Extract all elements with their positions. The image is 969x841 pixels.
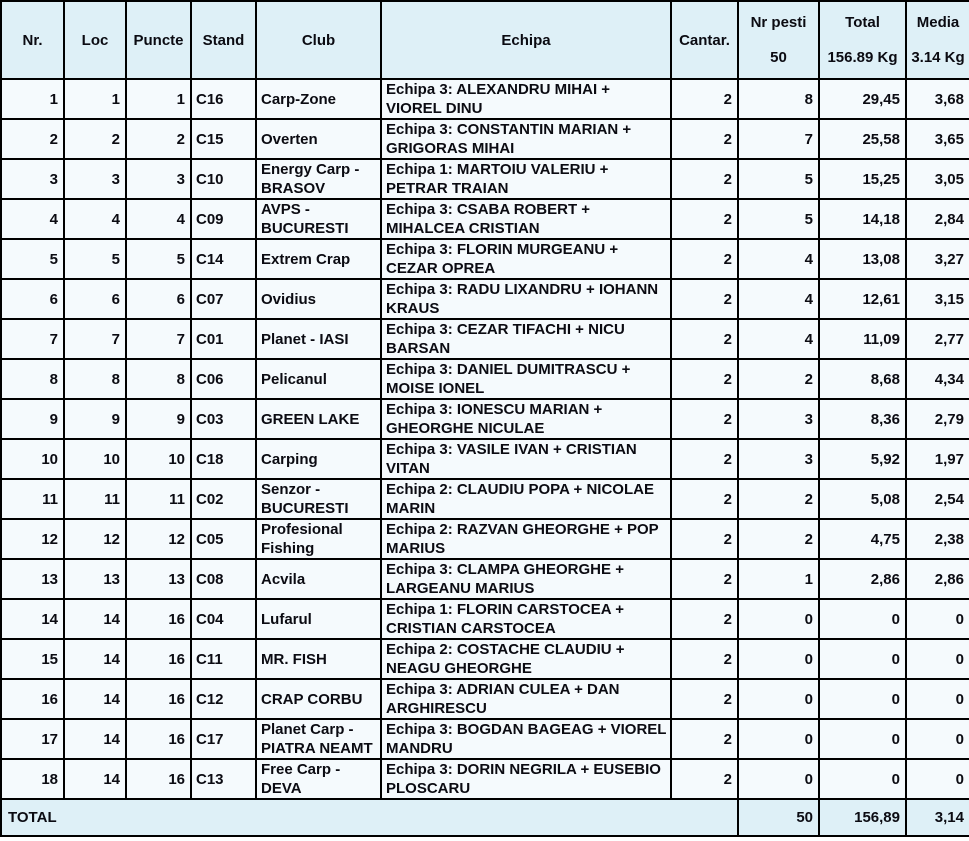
cell-loc: 9 bbox=[64, 399, 126, 439]
cell-stand: C04 bbox=[191, 599, 256, 639]
col-header-total-label: Total bbox=[845, 14, 880, 31]
cell-cantar: 2 bbox=[671, 79, 738, 119]
cell-stand: C14 bbox=[191, 239, 256, 279]
results-body bbox=[1, 79, 969, 799]
cell-puncte: 9 bbox=[126, 399, 191, 439]
cell-puncte: 16 bbox=[126, 719, 191, 759]
cell-cantar: 2 bbox=[671, 759, 738, 799]
cell-total: 5,08 bbox=[819, 479, 906, 519]
col-header-nr: Nr. bbox=[1, 1, 64, 79]
table-row bbox=[1, 599, 969, 639]
cell-nr: 12 bbox=[1, 519, 64, 559]
cell-echipa: Echipa 3: IONESCU MARIAN + GHEORGHE NICULAE bbox=[381, 399, 671, 439]
cell-nr_pesti: 7 bbox=[738, 119, 819, 159]
cell-puncte: 3 bbox=[126, 159, 191, 199]
cell-total: 0 bbox=[819, 759, 906, 799]
cell-puncte: 12 bbox=[126, 519, 191, 559]
cell-nr: 18 bbox=[1, 759, 64, 799]
cell-stand: C18 bbox=[191, 439, 256, 479]
cell-stand: C17 bbox=[191, 719, 256, 759]
cell-cantar: 2 bbox=[671, 479, 738, 519]
cell-stand: C08 bbox=[191, 559, 256, 599]
cell-echipa: Echipa 1: FLORIN CARSTOCEA + CRISTIAN CARSTOCEA bbox=[381, 599, 671, 639]
cell-club: Energy Carp - BRASOV bbox=[256, 159, 381, 199]
cell-total: 8,68 bbox=[819, 359, 906, 399]
cell-echipa: Echipa 3: CONSTANTIN MARIAN + GRIGORAS MIHAI bbox=[381, 119, 671, 159]
cell-echipa: Echipa 3: CEZAR TIFACHI + NICU BARSAN bbox=[381, 319, 671, 359]
cell-puncte: 16 bbox=[126, 599, 191, 639]
cell-stand: C12 bbox=[191, 679, 256, 719]
cell-nr: 13 bbox=[1, 559, 64, 599]
cell-club: AVPS - BUCURESTI bbox=[256, 199, 381, 239]
cell-club: Overten bbox=[256, 119, 381, 159]
cell-club: Senzor - BUCURESTI bbox=[256, 479, 381, 519]
cell-nr_pesti: 0 bbox=[738, 719, 819, 759]
col-header-media-label: Media bbox=[916, 14, 960, 31]
col-header-stand: Stand bbox=[191, 1, 256, 79]
cell-media: 2,77 bbox=[906, 319, 969, 359]
cell-total: 2,86 bbox=[819, 559, 906, 599]
table-row bbox=[1, 239, 969, 279]
col-header-media-kg: 3.14 Kg bbox=[911, 49, 965, 66]
cell-nr: 16 bbox=[1, 679, 64, 719]
cell-cantar: 2 bbox=[671, 159, 738, 199]
col-header-nr-pesti bbox=[738, 1, 819, 79]
cell-echipa: Echipa 3: DORIN NEGRILA + EUSEBIO PLOSCARU bbox=[381, 759, 671, 799]
cell-puncte: 16 bbox=[126, 679, 191, 719]
cell-media: 0 bbox=[906, 599, 969, 639]
table-row bbox=[1, 519, 969, 559]
cell-media: 3,15 bbox=[906, 279, 969, 319]
cell-total: 15,25 bbox=[819, 159, 906, 199]
cell-cantar: 2 bbox=[671, 679, 738, 719]
total-kg: 156,89 bbox=[819, 799, 906, 836]
cell-puncte: 4 bbox=[126, 199, 191, 239]
cell-club: Ovidius bbox=[256, 279, 381, 319]
cell-club: Pelicanul bbox=[256, 359, 381, 399]
table-row bbox=[1, 719, 969, 759]
table-row bbox=[1, 399, 969, 439]
table-row bbox=[1, 159, 969, 199]
cell-puncte: 7 bbox=[126, 319, 191, 359]
col-header-puncte: Puncte bbox=[126, 1, 191, 79]
total-nr-pesti: 50 bbox=[738, 799, 819, 836]
cell-nr: 2 bbox=[1, 119, 64, 159]
cell-nr_pesti: 2 bbox=[738, 359, 819, 399]
cell-nr_pesti: 5 bbox=[738, 199, 819, 239]
cell-stand: C16 bbox=[191, 79, 256, 119]
cell-stand: C01 bbox=[191, 319, 256, 359]
cell-nr: 6 bbox=[1, 279, 64, 319]
cell-puncte: 16 bbox=[126, 759, 191, 799]
cell-nr_pesti: 4 bbox=[738, 279, 819, 319]
cell-cantar: 2 bbox=[671, 239, 738, 279]
cell-loc: 13 bbox=[64, 559, 126, 599]
cell-nr: 9 bbox=[1, 399, 64, 439]
cell-media: 0 bbox=[906, 639, 969, 679]
cell-loc: 14 bbox=[64, 679, 126, 719]
cell-puncte: 16 bbox=[126, 639, 191, 679]
cell-nr_pesti: 3 bbox=[738, 439, 819, 479]
cell-loc: 6 bbox=[64, 279, 126, 319]
cell-club: Planet Carp - PIATRA NEAMT bbox=[256, 719, 381, 759]
cell-media: 2,86 bbox=[906, 559, 969, 599]
cell-echipa: Echipa 3: CLAMPA GHEORGHE + LARGEANU MARIUS bbox=[381, 559, 671, 599]
col-header-nr-pesti-total: 50 bbox=[770, 49, 787, 66]
cell-echipa: Echipa 2: RAZVAN GHEORGHE + POP MARIUS bbox=[381, 519, 671, 559]
cell-stand: C05 bbox=[191, 519, 256, 559]
cell-total: 5,92 bbox=[819, 439, 906, 479]
cell-cantar: 2 bbox=[671, 319, 738, 359]
cell-media: 0 bbox=[906, 679, 969, 719]
cell-media: 3,27 bbox=[906, 239, 969, 279]
cell-media: 1,97 bbox=[906, 439, 969, 479]
cell-stand: C02 bbox=[191, 479, 256, 519]
cell-media: 2,84 bbox=[906, 199, 969, 239]
cell-nr: 15 bbox=[1, 639, 64, 679]
cell-stand: C07 bbox=[191, 279, 256, 319]
cell-loc: 8 bbox=[64, 359, 126, 399]
cell-nr_pesti: 0 bbox=[738, 639, 819, 679]
cell-echipa: Echipa 1: MARTOIU VALERIU + PETRAR TRAIAN bbox=[381, 159, 671, 199]
cell-nr_pesti: 8 bbox=[738, 79, 819, 119]
cell-total: 11,09 bbox=[819, 319, 906, 359]
cell-loc: 11 bbox=[64, 479, 126, 519]
cell-loc: 12 bbox=[64, 519, 126, 559]
table-row bbox=[1, 679, 969, 719]
cell-puncte: 2 bbox=[126, 119, 191, 159]
cell-media: 2,54 bbox=[906, 479, 969, 519]
cell-total: 0 bbox=[819, 719, 906, 759]
cell-cantar: 2 bbox=[671, 719, 738, 759]
cell-nr: 10 bbox=[1, 439, 64, 479]
cell-loc: 7 bbox=[64, 319, 126, 359]
cell-echipa: Echipa 3: ALEXANDRU MIHAI + VIOREL DINU bbox=[381, 79, 671, 119]
col-header-total-kg: 156.89 Kg bbox=[827, 49, 898, 66]
cell-loc: 3 bbox=[64, 159, 126, 199]
cell-stand: C03 bbox=[191, 399, 256, 439]
cell-club: MR. FISH bbox=[256, 639, 381, 679]
table-row bbox=[1, 279, 969, 319]
cell-echipa: Echipa 3: FLORIN MURGEANU + CEZAR OPREA bbox=[381, 239, 671, 279]
table-row bbox=[1, 439, 969, 479]
cell-media: 2,79 bbox=[906, 399, 969, 439]
table-row bbox=[1, 639, 969, 679]
cell-nr: 14 bbox=[1, 599, 64, 639]
cell-loc: 14 bbox=[64, 759, 126, 799]
cell-nr: 1 bbox=[1, 79, 64, 119]
cell-nr: 11 bbox=[1, 479, 64, 519]
cell-total: 0 bbox=[819, 599, 906, 639]
col-header-echipa: Echipa bbox=[381, 1, 671, 79]
table-row bbox=[1, 559, 969, 599]
cell-nr: 3 bbox=[1, 159, 64, 199]
cell-cantar: 2 bbox=[671, 279, 738, 319]
table-row bbox=[1, 479, 969, 519]
cell-echipa: Echipa 3: DANIEL DUMITRASCU + MOISE IONEL bbox=[381, 359, 671, 399]
cell-media: 3,68 bbox=[906, 79, 969, 119]
cell-echipa: Echipa 3: ADRIAN CULEA + DAN ARGHIRESCU bbox=[381, 679, 671, 719]
cell-puncte: 5 bbox=[126, 239, 191, 279]
cell-stand: C11 bbox=[191, 639, 256, 679]
cell-total: 0 bbox=[819, 639, 906, 679]
col-header-cantar: Cantar. bbox=[671, 1, 738, 79]
cell-stand: C13 bbox=[191, 759, 256, 799]
cell-nr: 7 bbox=[1, 319, 64, 359]
cell-stand: C06 bbox=[191, 359, 256, 399]
cell-nr_pesti: 5 bbox=[738, 159, 819, 199]
table-row bbox=[1, 79, 969, 119]
table-row bbox=[1, 359, 969, 399]
cell-media: 3,05 bbox=[906, 159, 969, 199]
cell-puncte: 10 bbox=[126, 439, 191, 479]
cell-club: Profesional Fishing bbox=[256, 519, 381, 559]
cell-stand: C10 bbox=[191, 159, 256, 199]
cell-loc: 5 bbox=[64, 239, 126, 279]
cell-media: 4,34 bbox=[906, 359, 969, 399]
cell-puncte: 8 bbox=[126, 359, 191, 399]
cell-total: 4,75 bbox=[819, 519, 906, 559]
cell-loc: 1 bbox=[64, 79, 126, 119]
cell-echipa: Echipa 2: CLAUDIU POPA + NICOLAE MARIN bbox=[381, 479, 671, 519]
total-label: TOTAL bbox=[1, 799, 738, 836]
total-media: 3,14 bbox=[906, 799, 969, 836]
cell-nr_pesti: 0 bbox=[738, 759, 819, 799]
cell-loc: 14 bbox=[64, 639, 126, 679]
cell-echipa: Echipa 3: VASILE IVAN + CRISTIAN VITAN bbox=[381, 439, 671, 479]
col-header-loc: Loc bbox=[64, 1, 126, 79]
table-footer bbox=[1, 799, 969, 836]
cell-cantar: 2 bbox=[671, 359, 738, 399]
cell-loc: 10 bbox=[64, 439, 126, 479]
cell-nr_pesti: 1 bbox=[738, 559, 819, 599]
cell-cantar: 2 bbox=[671, 559, 738, 599]
cell-puncte: 11 bbox=[126, 479, 191, 519]
cell-nr: 4 bbox=[1, 199, 64, 239]
cell-echipa: Echipa 3: BOGDAN BAGEAG + VIOREL MANDRU bbox=[381, 719, 671, 759]
cell-loc: 4 bbox=[64, 199, 126, 239]
col-header-club: Club bbox=[256, 1, 381, 79]
cell-total: 25,58 bbox=[819, 119, 906, 159]
table-row bbox=[1, 199, 969, 239]
cell-total: 29,45 bbox=[819, 79, 906, 119]
cell-cantar: 2 bbox=[671, 599, 738, 639]
cell-nr_pesti: 2 bbox=[738, 479, 819, 519]
cell-puncte: 13 bbox=[126, 559, 191, 599]
cell-nr: 17 bbox=[1, 719, 64, 759]
cell-cantar: 2 bbox=[671, 199, 738, 239]
cell-loc: 2 bbox=[64, 119, 126, 159]
cell-echipa: Echipa 3: CSABA ROBERT + MIHALCEA CRISTIAN bbox=[381, 199, 671, 239]
cell-puncte: 1 bbox=[126, 79, 191, 119]
cell-loc: 14 bbox=[64, 719, 126, 759]
cell-cantar: 2 bbox=[671, 119, 738, 159]
cell-club: GREEN LAKE bbox=[256, 399, 381, 439]
cell-nr_pesti: 3 bbox=[738, 399, 819, 439]
cell-nr_pesti: 0 bbox=[738, 679, 819, 719]
table-row bbox=[1, 759, 969, 799]
cell-club: Free Carp - DEVA bbox=[256, 759, 381, 799]
cell-club: Lufarul bbox=[256, 599, 381, 639]
col-header-total bbox=[819, 1, 906, 79]
cell-stand: C09 bbox=[191, 199, 256, 239]
table-row bbox=[1, 319, 969, 359]
cell-echipa: Echipa 3: RADU LIXANDRU + IOHANN KRAUS bbox=[381, 279, 671, 319]
cell-cantar: 2 bbox=[671, 399, 738, 439]
cell-club: Carp-Zone bbox=[256, 79, 381, 119]
cell-puncte: 6 bbox=[126, 279, 191, 319]
table-row bbox=[1, 119, 969, 159]
cell-total: 14,18 bbox=[819, 199, 906, 239]
table-header bbox=[1, 1, 969, 79]
cell-total: 8,36 bbox=[819, 399, 906, 439]
cell-club: Planet - IASI bbox=[256, 319, 381, 359]
total-row bbox=[1, 799, 969, 836]
cell-media: 2,38 bbox=[906, 519, 969, 559]
cell-total: 13,08 bbox=[819, 239, 906, 279]
cell-nr_pesti: 2 bbox=[738, 519, 819, 559]
header-row bbox=[1, 1, 969, 79]
cell-cantar: 2 bbox=[671, 639, 738, 679]
cell-club: Acvila bbox=[256, 559, 381, 599]
cell-media: 0 bbox=[906, 719, 969, 759]
col-header-media bbox=[906, 1, 969, 79]
cell-nr_pesti: 4 bbox=[738, 239, 819, 279]
cell-club: CRAP CORBU bbox=[256, 679, 381, 719]
cell-total: 0 bbox=[819, 679, 906, 719]
cell-nr_pesti: 4 bbox=[738, 319, 819, 359]
cell-nr: 8 bbox=[1, 359, 64, 399]
cell-echipa: Echipa 2: COSTACHE CLAUDIU + NEAGU GHEORGHE bbox=[381, 639, 671, 679]
cell-cantar: 2 bbox=[671, 439, 738, 479]
cell-nr_pesti: 0 bbox=[738, 599, 819, 639]
cell-media: 3,65 bbox=[906, 119, 969, 159]
cell-media: 0 bbox=[906, 759, 969, 799]
cell-cantar: 2 bbox=[671, 519, 738, 559]
cell-club: Extrem Crap bbox=[256, 239, 381, 279]
cell-total: 12,61 bbox=[819, 279, 906, 319]
cell-stand: C15 bbox=[191, 119, 256, 159]
cell-loc: 14 bbox=[64, 599, 126, 639]
cell-nr: 5 bbox=[1, 239, 64, 279]
col-header-nr-pesti-label: Nr pesti bbox=[750, 14, 807, 31]
cell-club: Carping bbox=[256, 439, 381, 479]
